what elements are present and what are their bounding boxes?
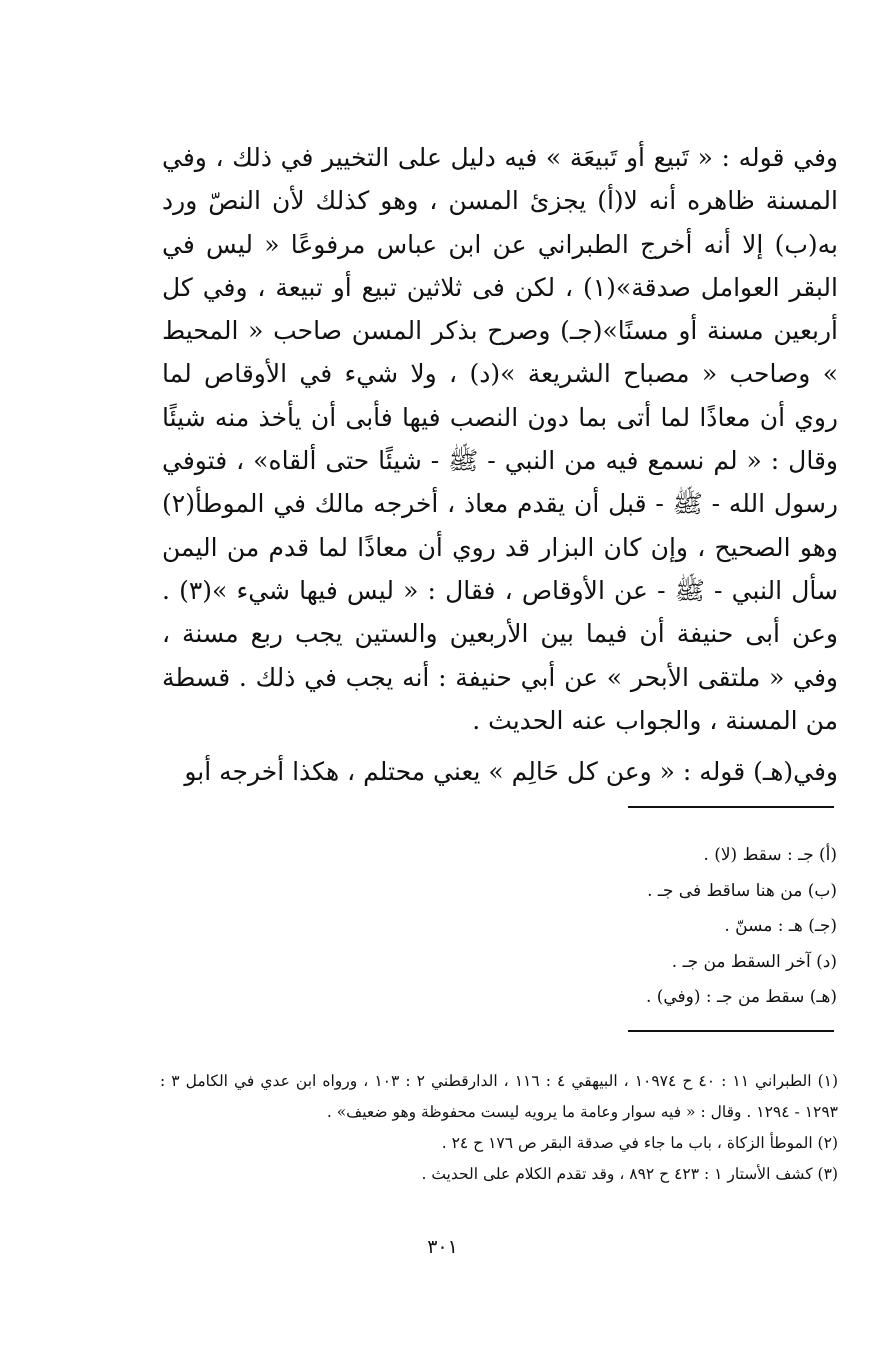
footnotes-separator [628, 1030, 834, 1032]
variants-separator [628, 806, 834, 808]
footnotes [160, 1066, 838, 1190]
variant-note: (جـ) هـ : مسنّ . [724, 916, 837, 936]
footnote: (١) الطبراني ١١ : ٤٠ ح ١٠٩٧٤ ، البيهقي ٤ : ١١٦ ، الدارقطني ٢ : ١٠٣ ، ورواه ابن عدي في الكامل ٣ : ١٢٩٣ - ١٢٩٤ . وقال : « فيه سوار وعامة ما يرويه ليست محفوظة وهو ضعيف» . [160, 1072, 839, 1121]
main-text [162, 136, 838, 793]
page-number: ٣٠١ [427, 1236, 458, 1258]
paragraph-2: وفي(هـ) قوله : « وعن كل حَالِم » يعني محتلم ، هكذا أخرجه أبو [184, 757, 838, 787]
footnote: (٣) كشف الأستار ١ : ٤٢٣ ح ٨٩٢ ، وقد تقدم الكلام على الحديث . [421, 1165, 838, 1183]
paragraph-1: وفي قوله : « تَبيع أو تَبيعَة » فيه دليل على التخيير في ذلك ، وفي المسنة ظاهره أنه لا(أ) يجزئ المسن ، وهو كذلك لأن النصّ ورد به(ب) إلا أنه أخرج الطبراني عن ابن عباس مرفوعًا « ليس في البقر العوامل صدقة»(١) ، لكن فى ثلاثين تبيع أو تبيعة ، وفي كل أربعين مسنة أو مسنًا»(جـ) وصرح بذكر المسن صاحب « المحيط » وصاحب « مصباح الشريعة »(د) ، ولا شيء في الأوقاص لما روي أن معاذًا لما أتى بما دون النصب فيها فأبى أن يأخذ منه شيئًا وقال : « لم نسمع فيه من النبي - ﷺ - شيئًا حتى ألقاه» ، فتوفي رسول الله - ﷺ - قبل أن يقدم معاذ ، أخرجه مالك في الموطأ(٢) وهو الصحيح ، وإن كان البزار قد روي أن معاذًا لما قدم من اليمن سأل النبي - ﷺ - عن الأوقاص ، فقال : « ليس فيها شيء »(٣) . وعن أبى حنيفة أن فيما بين الأربعين والستين يجب ربع مسنة ، وفي « ملتقى الأبحر » عن أبي حنيفة : أنه يجب في ذلك . قسطة من المسنة ، والجواب عنه الحديث . [162, 143, 838, 735]
textual-variants [417, 838, 837, 1016]
variant-note: (أ) جـ : سقط (لا) . [703, 845, 837, 865]
variant-note: (د) آخر السقط من جـ . [671, 951, 837, 972]
footnote: (٢) الموطأ الزكاة ، باب ما جاء في صدقة البقر ص ١٧٦ ح ٢٤ . [441, 1134, 838, 1152]
variant-note: (ب) من هنا ساقط فى جـ . [647, 880, 837, 901]
variant-note: (هـ) سقط من جـ : (وفي) . [645, 987, 837, 1007]
